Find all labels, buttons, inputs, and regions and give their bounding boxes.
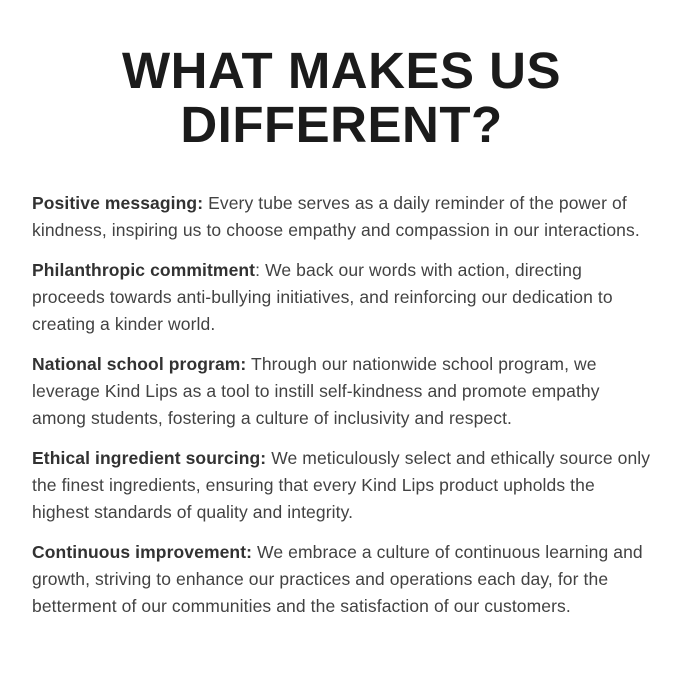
paragraph-label: Philanthropic commitment	[32, 260, 256, 281]
paragraph-continuous-improvement	[32, 539, 651, 620]
paragraph-separator: :	[255, 260, 261, 281]
page-title-line-2: DIFFERENT?	[180, 96, 503, 154]
paragraph-national-school-program	[32, 351, 651, 432]
paragraph-label: Positive messaging:	[32, 193, 204, 214]
page-title-line-1: WHAT MAKES US	[121, 42, 562, 99]
paragraph-positive-messaging	[32, 190, 651, 244]
paragraph-ethical-ingredient-sourcing	[32, 445, 651, 526]
paragraph-label: National school program:	[32, 354, 247, 375]
paragraph-body: Through our nationwide school program, we leverage Kind Lips as a tool to instill self-kindness and promote empathy among students, fostering a culture of inclusivity and respect.	[32, 354, 600, 429]
paragraph-label: Ethical ingredient sourcing:	[32, 448, 267, 469]
page-title	[32, 44, 651, 152]
paragraph-body: We meticulously select and ethically source only the finest ingredients, ensuring that every Kind Lips product upholds the highest standards of quality and integrity.	[32, 448, 651, 523]
paragraph-body: We embrace a culture of continuous learning and growth, striving to enhance our practices and operations each day, for the betterment of our communities and the satisfaction of our customers.	[32, 542, 643, 617]
paragraph-label: Continuous improvement:	[32, 542, 253, 563]
paragraph-list	[32, 190, 651, 620]
paragraph-body: Every tube serves as a daily reminder of the power of kindness, inspiring us to choose empathy and compassion in our interactions.	[32, 193, 640, 241]
paragraph-body: We back our words with action, directing proceeds towards anti-bullying initiatives, and reinforcing our dedication to creating a kinder world.	[32, 260, 613, 335]
paragraph-philanthropic-commitment	[32, 257, 651, 338]
